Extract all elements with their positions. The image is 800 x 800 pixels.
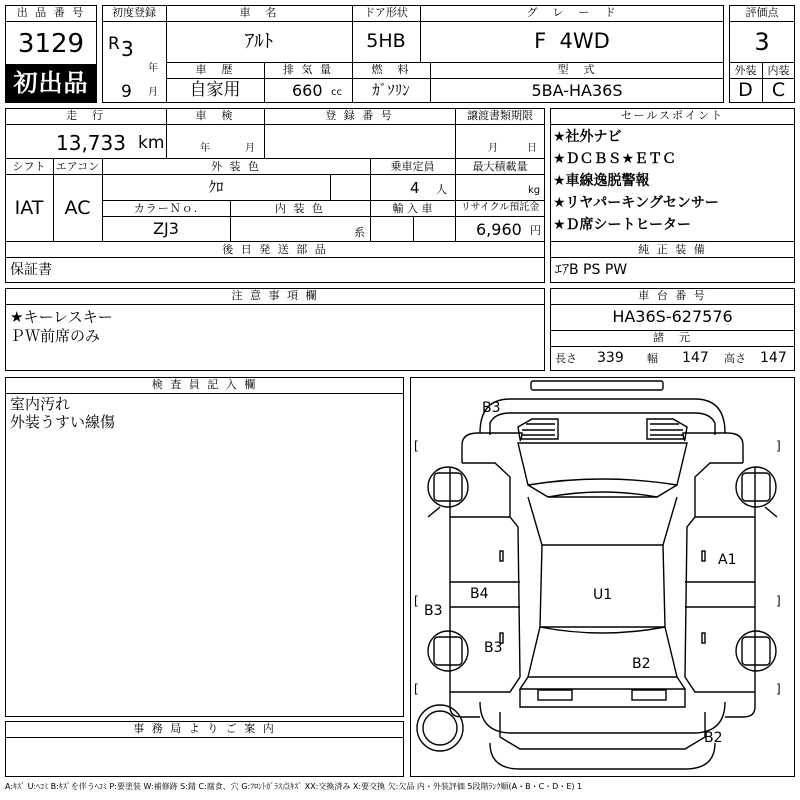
later-parts-label: 後 日 発 送 部 品 bbox=[222, 243, 328, 256]
note-line: ★キーレスキー bbox=[10, 308, 113, 326]
bracket-right-bottom: ] bbox=[776, 682, 781, 696]
sales-point: ★リヤパーキングセンサー bbox=[553, 195, 719, 211]
inspector-line: 室内汚れ bbox=[10, 395, 71, 413]
fuel-label: 燃 料 bbox=[371, 63, 411, 76]
note-line: ＰＷ前席のみ bbox=[10, 327, 101, 345]
recycle-fee-unit: 円 bbox=[530, 224, 541, 237]
registration-year: 3 bbox=[121, 37, 134, 61]
displacement: 660 bbox=[292, 81, 323, 100]
bracket-right-mid: ] bbox=[776, 594, 781, 608]
interior-grade: C bbox=[771, 79, 786, 101]
color-number-label: カラーＮｏ. bbox=[133, 202, 199, 215]
width-label: 幅 bbox=[647, 352, 658, 365]
recycle-fee: 6,960 bbox=[476, 220, 522, 239]
height: 147 bbox=[760, 350, 787, 366]
inspector-line: 外装うすい線傷 bbox=[10, 413, 116, 431]
shift: IAT bbox=[14, 197, 44, 219]
damage-mark-b4: B4 bbox=[470, 586, 489, 602]
chassis-number: HA36S-627576 bbox=[612, 307, 733, 326]
length-label: 長さ bbox=[555, 352, 577, 365]
inspection-label: 車 検 bbox=[195, 109, 235, 122]
door-type: 5HB bbox=[366, 30, 406, 52]
sales-points-label: セールスポイント bbox=[620, 109, 724, 122]
bracket-left-mid: [ bbox=[414, 594, 419, 608]
car-name-label: 車 名 bbox=[239, 6, 279, 19]
mileage: 13,733 bbox=[56, 131, 126, 155]
registration-number-label: 登 録 番 号 bbox=[325, 109, 394, 122]
registration-month-unit: 月 bbox=[148, 87, 158, 98]
standard-equipment: ｴｱB PS PW bbox=[555, 262, 628, 278]
door-label: ドア形状 bbox=[364, 6, 408, 19]
registration-year-unit: 年 bbox=[148, 63, 158, 74]
first-registration-label: 初度登録 bbox=[112, 6, 156, 19]
damage-mark-b3-rear: B3 bbox=[484, 640, 503, 656]
displacement-label: 排 気 量 bbox=[283, 63, 333, 76]
capacity: 4 bbox=[410, 179, 420, 197]
model-code: 5BA-HA36S bbox=[531, 81, 623, 100]
later-parts: 保証書 bbox=[10, 262, 52, 278]
inspection-year-unit: 年 bbox=[200, 143, 210, 154]
height-label: 高さ bbox=[724, 352, 746, 365]
car-outline-diagram bbox=[410, 377, 795, 777]
damage-mark-u1: U1 bbox=[593, 587, 613, 603]
length: 339 bbox=[597, 350, 624, 366]
registration-era: R bbox=[108, 34, 120, 54]
mileage-label: 走 行 bbox=[66, 109, 105, 122]
width: 147 bbox=[682, 350, 709, 366]
transfer-day-unit: 日 bbox=[527, 143, 537, 154]
bracket-right-top: ] bbox=[776, 439, 781, 453]
history-label: 車 歴 bbox=[195, 63, 235, 76]
bracket-left-bottom: [ bbox=[414, 682, 419, 696]
mileage-unit: km bbox=[138, 133, 165, 153]
aircon: AC bbox=[64, 197, 91, 219]
office-label: 事 務 局 よ り ご 案 内 bbox=[133, 722, 276, 735]
damage-mark-b2-rear: B2 bbox=[632, 656, 651, 672]
exterior-color-label: 外 装 色 bbox=[211, 160, 261, 173]
lot-number: 3129 bbox=[17, 29, 85, 59]
displacement-unit: cc bbox=[331, 87, 342, 98]
interior-color-label: 内 装 色 bbox=[275, 202, 325, 215]
damage-mark-b3-front: B3 bbox=[482, 400, 501, 416]
chassis-number-label: 車 台 番 号 bbox=[638, 289, 707, 302]
max-load-label: 最大積載量 bbox=[472, 160, 528, 173]
bracket-left-top: [ bbox=[414, 439, 419, 453]
sales-point: ★ＤＣＢＳ★ＥＴＣ bbox=[553, 151, 677, 167]
inspector-label: 検 査 員 記 入 欄 bbox=[151, 378, 258, 391]
shift-label: シフト bbox=[12, 160, 46, 173]
exterior-color: ｸﾛ bbox=[208, 178, 224, 196]
history: 自家用 bbox=[189, 80, 241, 100]
transfer-month-unit: 月 bbox=[488, 143, 498, 154]
score: 3 bbox=[754, 28, 770, 56]
sales-point: ★車線逸脱警報 bbox=[553, 173, 650, 189]
notes-label: 注 意 事 項 欄 bbox=[231, 289, 319, 302]
interior-color-unit: 系 bbox=[354, 226, 365, 239]
sales-point: ★社外ナビ bbox=[553, 129, 622, 145]
recycle-label: リサイクル預託金 bbox=[460, 202, 540, 213]
color-number: ZJ3 bbox=[153, 219, 179, 238]
damage-mark-a1: A1 bbox=[718, 552, 737, 568]
car-name: ｱﾙﾄ bbox=[244, 30, 274, 52]
grade: F 4WD bbox=[534, 29, 610, 53]
damage-mark-b3-left: B3 bbox=[424, 603, 443, 619]
standard-equipment-label: 純 正 装 備 bbox=[638, 243, 707, 256]
damage-legend: A:ｷｽﾞ U:ﾍｺﾐ B:ｷｽﾞを伴うﾍｺﾐ P:要塗装 W:補修跡 S:錆 C:腐食、穴 G:ﾌﾛﾝﾄｶﾞﾗｽ点ｷｽﾞ XX:交換済み X:要交換 欠:欠品 内・外装評価 5段階ﾗﾝｸ順(A・B・C・D・E) 1 bbox=[5, 782, 583, 791]
capacity-unit: 人 bbox=[436, 183, 447, 196]
score-label: 評価点 bbox=[745, 6, 779, 19]
first-listing-text: 初出品 bbox=[13, 69, 89, 97]
inspection-month-unit: 月 bbox=[245, 143, 255, 154]
exterior-grade: D bbox=[738, 79, 753, 101]
import-label: 輸 入 車 bbox=[392, 202, 433, 215]
damage-mark-b2-bottom: B2 bbox=[704, 730, 723, 746]
interior-grade-label: 内装 bbox=[767, 64, 790, 77]
max-load-unit: kg bbox=[528, 185, 541, 196]
aircon-label: エアコン bbox=[55, 160, 100, 173]
lot-number-label: 出 品 番 号 bbox=[16, 6, 86, 19]
exterior-grade-label: 外装 bbox=[734, 64, 757, 77]
registration-month: 9 bbox=[121, 82, 132, 102]
sales-point: ★Ｄ席シートヒーター bbox=[553, 217, 691, 233]
fuel: ｶﾞｿﾘﾝ bbox=[372, 81, 410, 99]
transfer-deadline-label: 譲渡書類期限 bbox=[467, 109, 533, 122]
model-label: 型 式 bbox=[557, 63, 597, 76]
grade-label: グ レ ー ド bbox=[526, 6, 618, 19]
specs-label: 諸 元 bbox=[653, 331, 692, 344]
capacity-label: 乗車定員 bbox=[390, 160, 435, 173]
